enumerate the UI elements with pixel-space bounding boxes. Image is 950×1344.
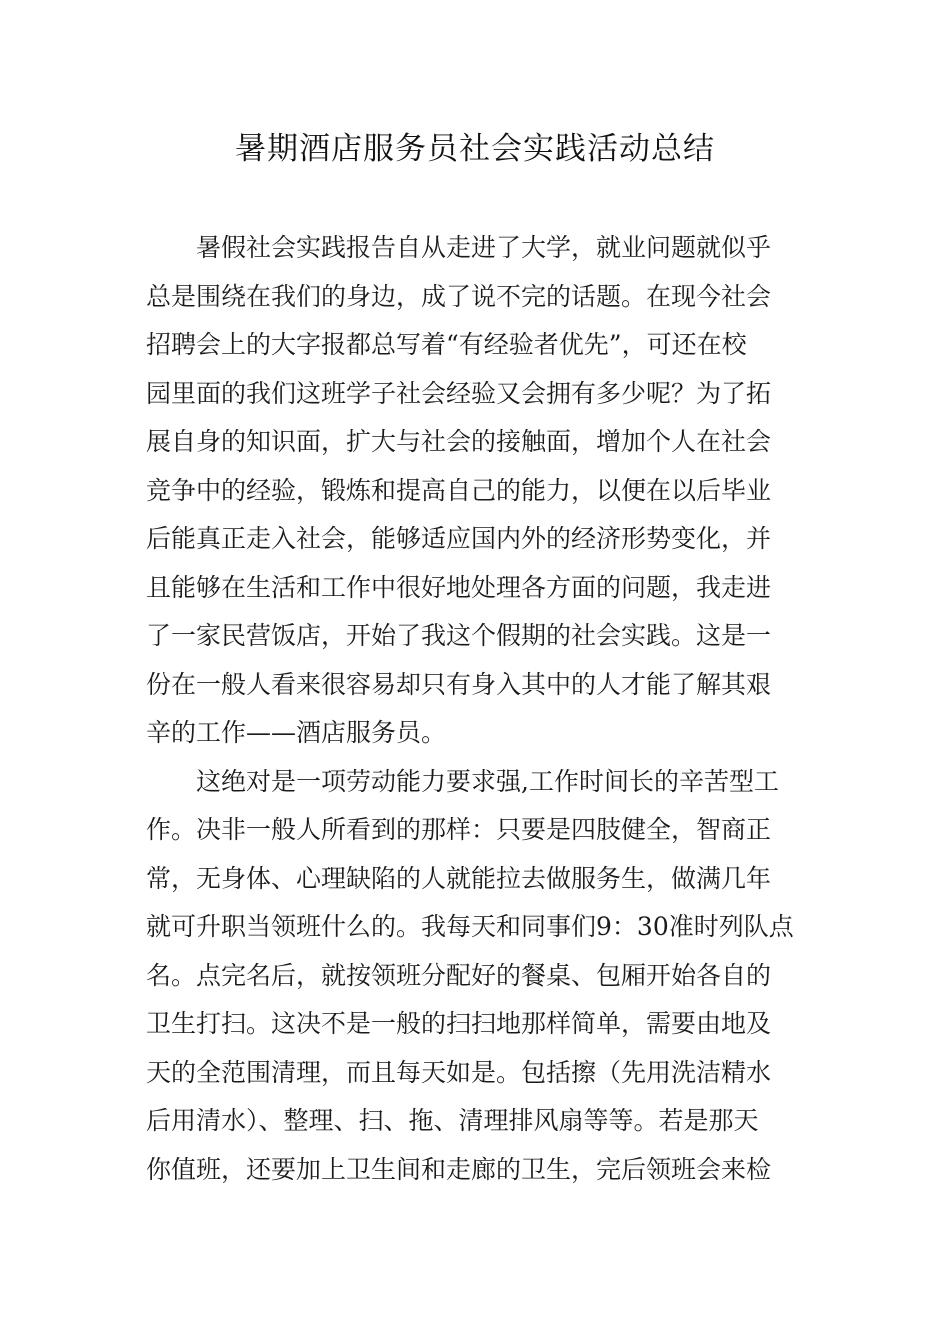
paragraph-1-line-5: 展自身的知识面，扩大与社会的接触面，增加个人在社会 xyxy=(146,427,772,456)
paragraph-2-line-4: 就可升职当领班什么的。我每天和同事们9：30准时列队点 xyxy=(146,912,794,941)
document-body xyxy=(146,224,810,1194)
paragraph-1-line-8: 且能够在生活和工作中很好地处理各方面的问题，我走进 xyxy=(146,572,772,602)
paragraph-1-line-11: 辛的工作——酒店服务员。 xyxy=(146,718,447,747)
paragraph-2-line-2: 作。决非一般人所看到的那样：只要是四肢健全，智商正 xyxy=(146,815,772,844)
paragraph-2-line-5: 名。点完名后，就按领班分配好的餐桌、包厢开始各自的 xyxy=(146,960,772,990)
paragraph-1-line-2: 总是围绕在我们的身边，成了说不完的话题。在现今社会 xyxy=(146,281,772,311)
paragraph-2-line-7: 天的全范围清理，而且每天如是。包括擦（先用洗洁精水 xyxy=(146,1057,772,1087)
paragraph-2-line-6: 卫生打扫。这决不是一般的扫扫地那样简单，需要由地及 xyxy=(146,1009,772,1038)
paragraph-2-line-9: 你值班，还要加上卫生间和走廊的卫生，完后领班会来检 xyxy=(146,1154,772,1184)
paragraph-1-line-1: 暑假社会实践报告自从走进了大学，就业问题就似乎 xyxy=(196,233,772,262)
paragraph-2-line-3: 常，无身体、心理缺陷的人就能拉去做服务生，做满几年 xyxy=(146,863,772,893)
paragraph-1-line-3: 招聘会上的大字报都总写着“有经验者优先”，可还在校 xyxy=(146,330,747,359)
paragraph-1-line-4: 园里面的我们这班学子社会经验又会拥有多少呢？为了拓 xyxy=(146,378,772,408)
document-title: 暑期酒店服务员社会实践活动总结 xyxy=(235,131,715,167)
paragraph-1-line-9: 了一家民营饭店，开始了我这个假期的社会实践。这是一 xyxy=(146,621,772,650)
paragraph-1-line-7: 后能真正走入社会，能够适应国内外的经济形势变化，并 xyxy=(146,524,772,553)
paragraph-1-line-10: 份在一般人看来很容易却只有身入其中的人才能了解其艰 xyxy=(146,669,772,699)
paragraph-2-line-8: 后用清水）、整理、扫、拖、清理排风扇等等。若是那天 xyxy=(146,1106,759,1135)
paragraph-2-line-1: 这绝对是一项劳动能力要求强,工作时间长的辛苦型工 xyxy=(196,766,779,796)
paragraph-1-line-6: 竞争中的经验，锻炼和提高自己的能力，以便在以后毕业 xyxy=(146,475,772,505)
